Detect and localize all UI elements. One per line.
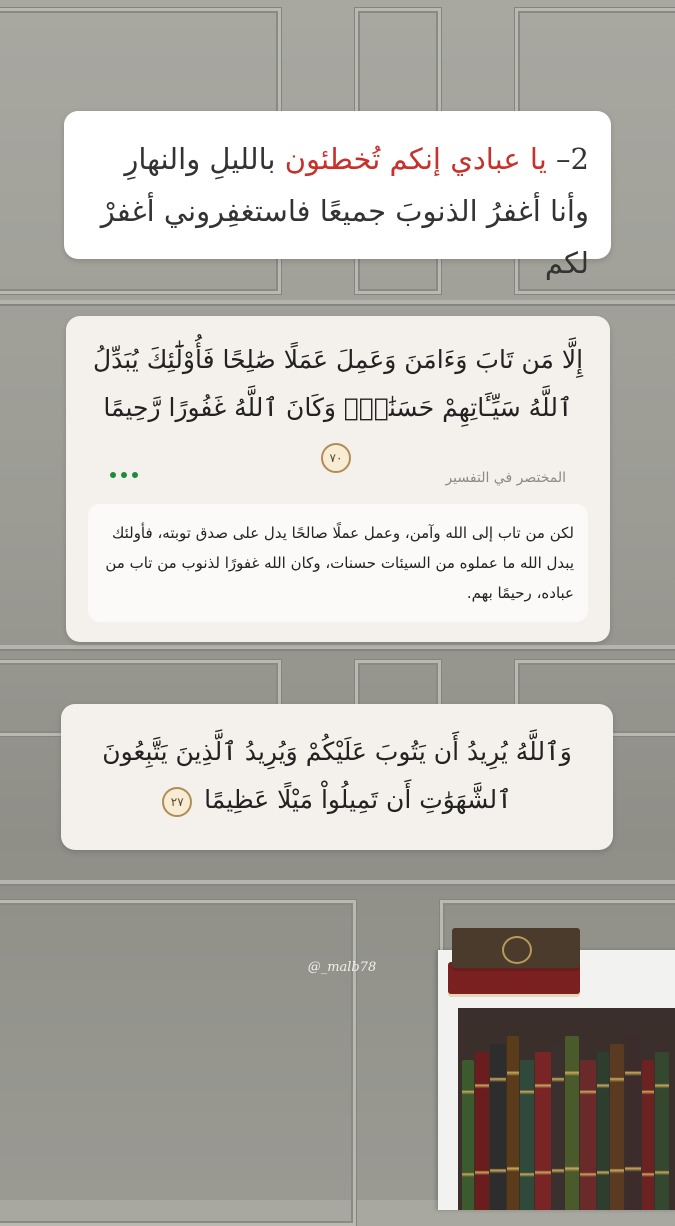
wall-rail	[0, 880, 675, 884]
book-spine	[552, 1044, 564, 1210]
wall-rail	[0, 300, 675, 304]
book-emblem-icon	[502, 936, 532, 964]
tafsir-header	[110, 470, 566, 494]
book-spine	[520, 1060, 534, 1210]
book-spine	[507, 1036, 519, 1210]
hadith-highlight: يا عبادي إنكم تُخطئون	[284, 142, 547, 176]
tafsir-box	[88, 504, 588, 622]
hadith-card	[64, 111, 611, 280]
tafsir-text: لكن من تاب إلى الله وآمن، وعمل عملًا صالحًا يدل على صدق توبته، فأولئك يبدل الله ما عملوه من السيئات حسنات، وكان الله غفورًا لذنوب من تاب من عباده، رحيمًا بهم.	[105, 524, 574, 602]
book-spine	[580, 1060, 596, 1210]
verse-card	[66, 316, 610, 642]
ayah-number-badge-2: ٢٧	[162, 787, 192, 817]
hadith-text	[84, 133, 589, 289]
book-spine	[565, 1036, 579, 1210]
verse-text-content-2: وَٱللَّهُ يُرِيدُ أَن يَتُوبَ عَلَيْكُمْ وَيُرِيدُ ٱلَّذِينَ يَتَّبِعُونَ ٱلشَّهَوَٰتِ أَن تَمِيلُواْ مَيْلًا عَظِيمًا	[102, 737, 572, 814]
book-spine	[462, 1060, 474, 1210]
book-spine	[655, 1052, 669, 1210]
book-spine	[625, 1036, 641, 1210]
verse-text	[90, 336, 586, 480]
book-spine	[535, 1052, 551, 1210]
book-spine	[597, 1052, 609, 1210]
book-spine	[490, 1044, 506, 1210]
watermark-handle: @_malb78	[307, 960, 377, 975]
verse-text-content: إِلَّا مَن تَابَ وَءَامَنَ وَعَمِلَ عَمَلًا صَٰلِحًا فَأُوْلَٰٓئِكَ يُبَدِّلُ ٱللَّهُ سَيِّـَٔاتِهِمْ حَسَنَٰتٍۗ وَكَانَ ٱللَّهُ غَفُورًا رَّحِيمًا	[92, 345, 584, 422]
wall-panel	[0, 900, 356, 1226]
book-spine	[610, 1044, 624, 1210]
hadith-number: 2–	[546, 142, 589, 176]
ayah-number-badge: ٧٠	[321, 443, 351, 473]
more-options-icon[interactable]	[110, 472, 138, 478]
hadith-rest: بالليلِ والنهارِ وأنا أغفرُ الذنوبَ جميعًا فاستغفِروني أغفرْ لكم	[100, 142, 589, 280]
book-spine	[475, 1052, 489, 1210]
tafsir-label: المختصر في التفسير	[445, 470, 566, 486]
book-spine	[642, 1060, 654, 1210]
wall-rail	[0, 645, 675, 649]
verse-text-2	[85, 728, 589, 824]
verse-card-2	[61, 704, 613, 850]
book-stack-top	[452, 928, 580, 968]
